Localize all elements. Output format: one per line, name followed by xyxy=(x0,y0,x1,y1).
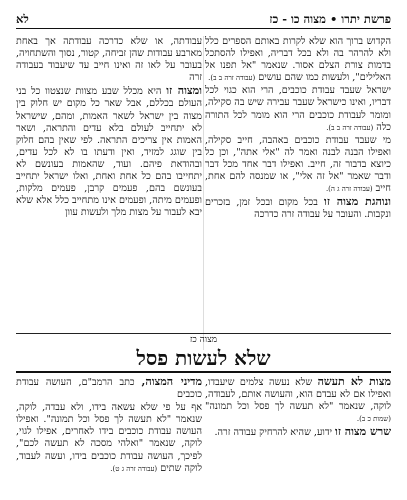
lead-phrase: שרש מצוה זו xyxy=(335,425,391,439)
page-header xyxy=(16,12,391,29)
top-right-column xyxy=(205,36,391,222)
paragraph-text: עבודתה, או שלא כדרכה עבודתה אך באחת מארבע עבודות שהן זביחה, קטור, נסוך והשתחויה, בעובר על לאו זה ואינו חייב עד שיעבוד בעבודה זרה xyxy=(16,36,202,84)
paragraph-text: שלא נעשה צלמים שיעבדו, ואפילו אם לא עבדם הוא, והעושה אותם, לעבודה, לוקה, שנאמר "לא תעשה לך פסל וכל תמונה" xyxy=(205,377,391,413)
lead-phrase: ומצוה זו xyxy=(166,84,202,98)
paragraph xyxy=(16,376,202,401)
paragraph-text: ישראל שעבד עבודת כוכבים, הרי הוא כגוי לכל דבריו, ואינו כישראל שעבר עבירה שיש בה סקילה, ומומר לעבודת כוכבים הרי הוא מומר לכל התורה כלה xyxy=(205,85,391,133)
source-citation: (עבודה זרה ג ה). xyxy=(325,185,373,194)
paragraph xyxy=(205,135,391,195)
source-citation: (שמות כ ב). xyxy=(356,415,391,424)
folio-number: לא xyxy=(16,12,29,26)
mitzva-title: שלא לעשות פסל xyxy=(136,346,271,370)
paragraph-text: ידוע, שהיא להרחיק עבודה זרה. xyxy=(214,427,332,439)
mitzva-number: מצוה כז xyxy=(189,335,218,345)
lead-phrase: מדיני המצוה, xyxy=(141,375,202,388)
paragraph-text: הקדוש ברוך הוא שלא לקרות באותם הספרים כלל ולא להרהר בה ולא בכל דבריה, ואפילו להסתכל בדמות צורת הצלם אסור. שנאמר "אל תפנו אל האלילים", ולעשות כמו שהם עושים xyxy=(205,36,391,84)
paragraph xyxy=(16,402,202,475)
top-left-column xyxy=(16,36,202,220)
paragraph xyxy=(205,85,391,133)
paragraph xyxy=(16,85,202,219)
running-title: פרשת יתרו • מצוה כו - כז xyxy=(269,12,391,26)
source-citation: (עבודה זרה ג ט). xyxy=(110,464,158,473)
paragraph xyxy=(205,196,391,221)
source-citation: (עבודה זרה ב ב). xyxy=(208,74,256,83)
paragraph-text: כתב הרמב"ם, העושה עבודת כוכבים xyxy=(16,377,202,401)
paragraph-text: מי שעבד עבודת כוכבים באהבה, חייב סקילה, ואפילו הבנה לבנה ואמר לה "אלי אתה", וכן כל כיוצא בדבור זה, חייב. ואפילו דבר אחד מכל דבר ודבר שאמר "אל זה אלי", או שמנסה להם אחת, חייב xyxy=(205,134,391,195)
lead-phrase: ונוהגת מצוה זו xyxy=(324,195,391,209)
title-rule xyxy=(16,371,391,373)
mitzva-title-block xyxy=(16,334,391,370)
paragraph-text: היא מכלל שבע מצוות שנצטוו כל בני העולם בכללם, אבל שאר כל מקום יש חלוק בין מצוה בין ישראל לשאר האמות, ומהם, שישראל לא יתחייב לעולם בלא עדים והתראה, ושאר האמות אין צריכים התראה. לפי שאין בהם חלוק בין שוגג למזיד, ואין ודעתו בו לא לכל עדים, ובהודאת פיהם. ועוד, שהאמות בעונשם לא יתחייבו בהם כל אחת ואחת, ואלו ישראל יתחייב בעונשם בהם, פעמים קרבן, פעמים מלקות, ופעמים מיתה, ופעמים אינו מתחייב כלל אלא שלא יבא לעבור על מצות מלך ולעשות עוון xyxy=(16,86,202,219)
column-divider xyxy=(203,36,204,350)
lead-phrase: מצות לא תעשה xyxy=(317,375,391,388)
paragraph-text: אף על פי שלא עשאה בידו, ולא עבדה, לוקה, שנאמר "לא תעשה לך פסל וכל תמונה". ואפילו העושה עבודת כוכבים בידו לאחרים, אפילו לגוי, לוקה, שנאמר "ואלהי מסכה לא תעשה לכם", לפיכך, העושה עבודת כוכבים בידו, ועשה לעבוד, לוקה שתים xyxy=(16,402,202,474)
paragraph-text: בכל מקום ובכל זמן, בזכרים ונקבות. והעובר על עבודה זרה כדרכה xyxy=(205,197,391,221)
paragraph xyxy=(205,376,391,425)
paragraph xyxy=(205,426,391,439)
paragraph xyxy=(205,36,391,84)
source-citation: (עבודה זרה ב ב). xyxy=(326,123,374,132)
bottom-right-column xyxy=(205,376,391,440)
bottom-left-column xyxy=(16,376,202,476)
paragraph xyxy=(16,36,202,84)
